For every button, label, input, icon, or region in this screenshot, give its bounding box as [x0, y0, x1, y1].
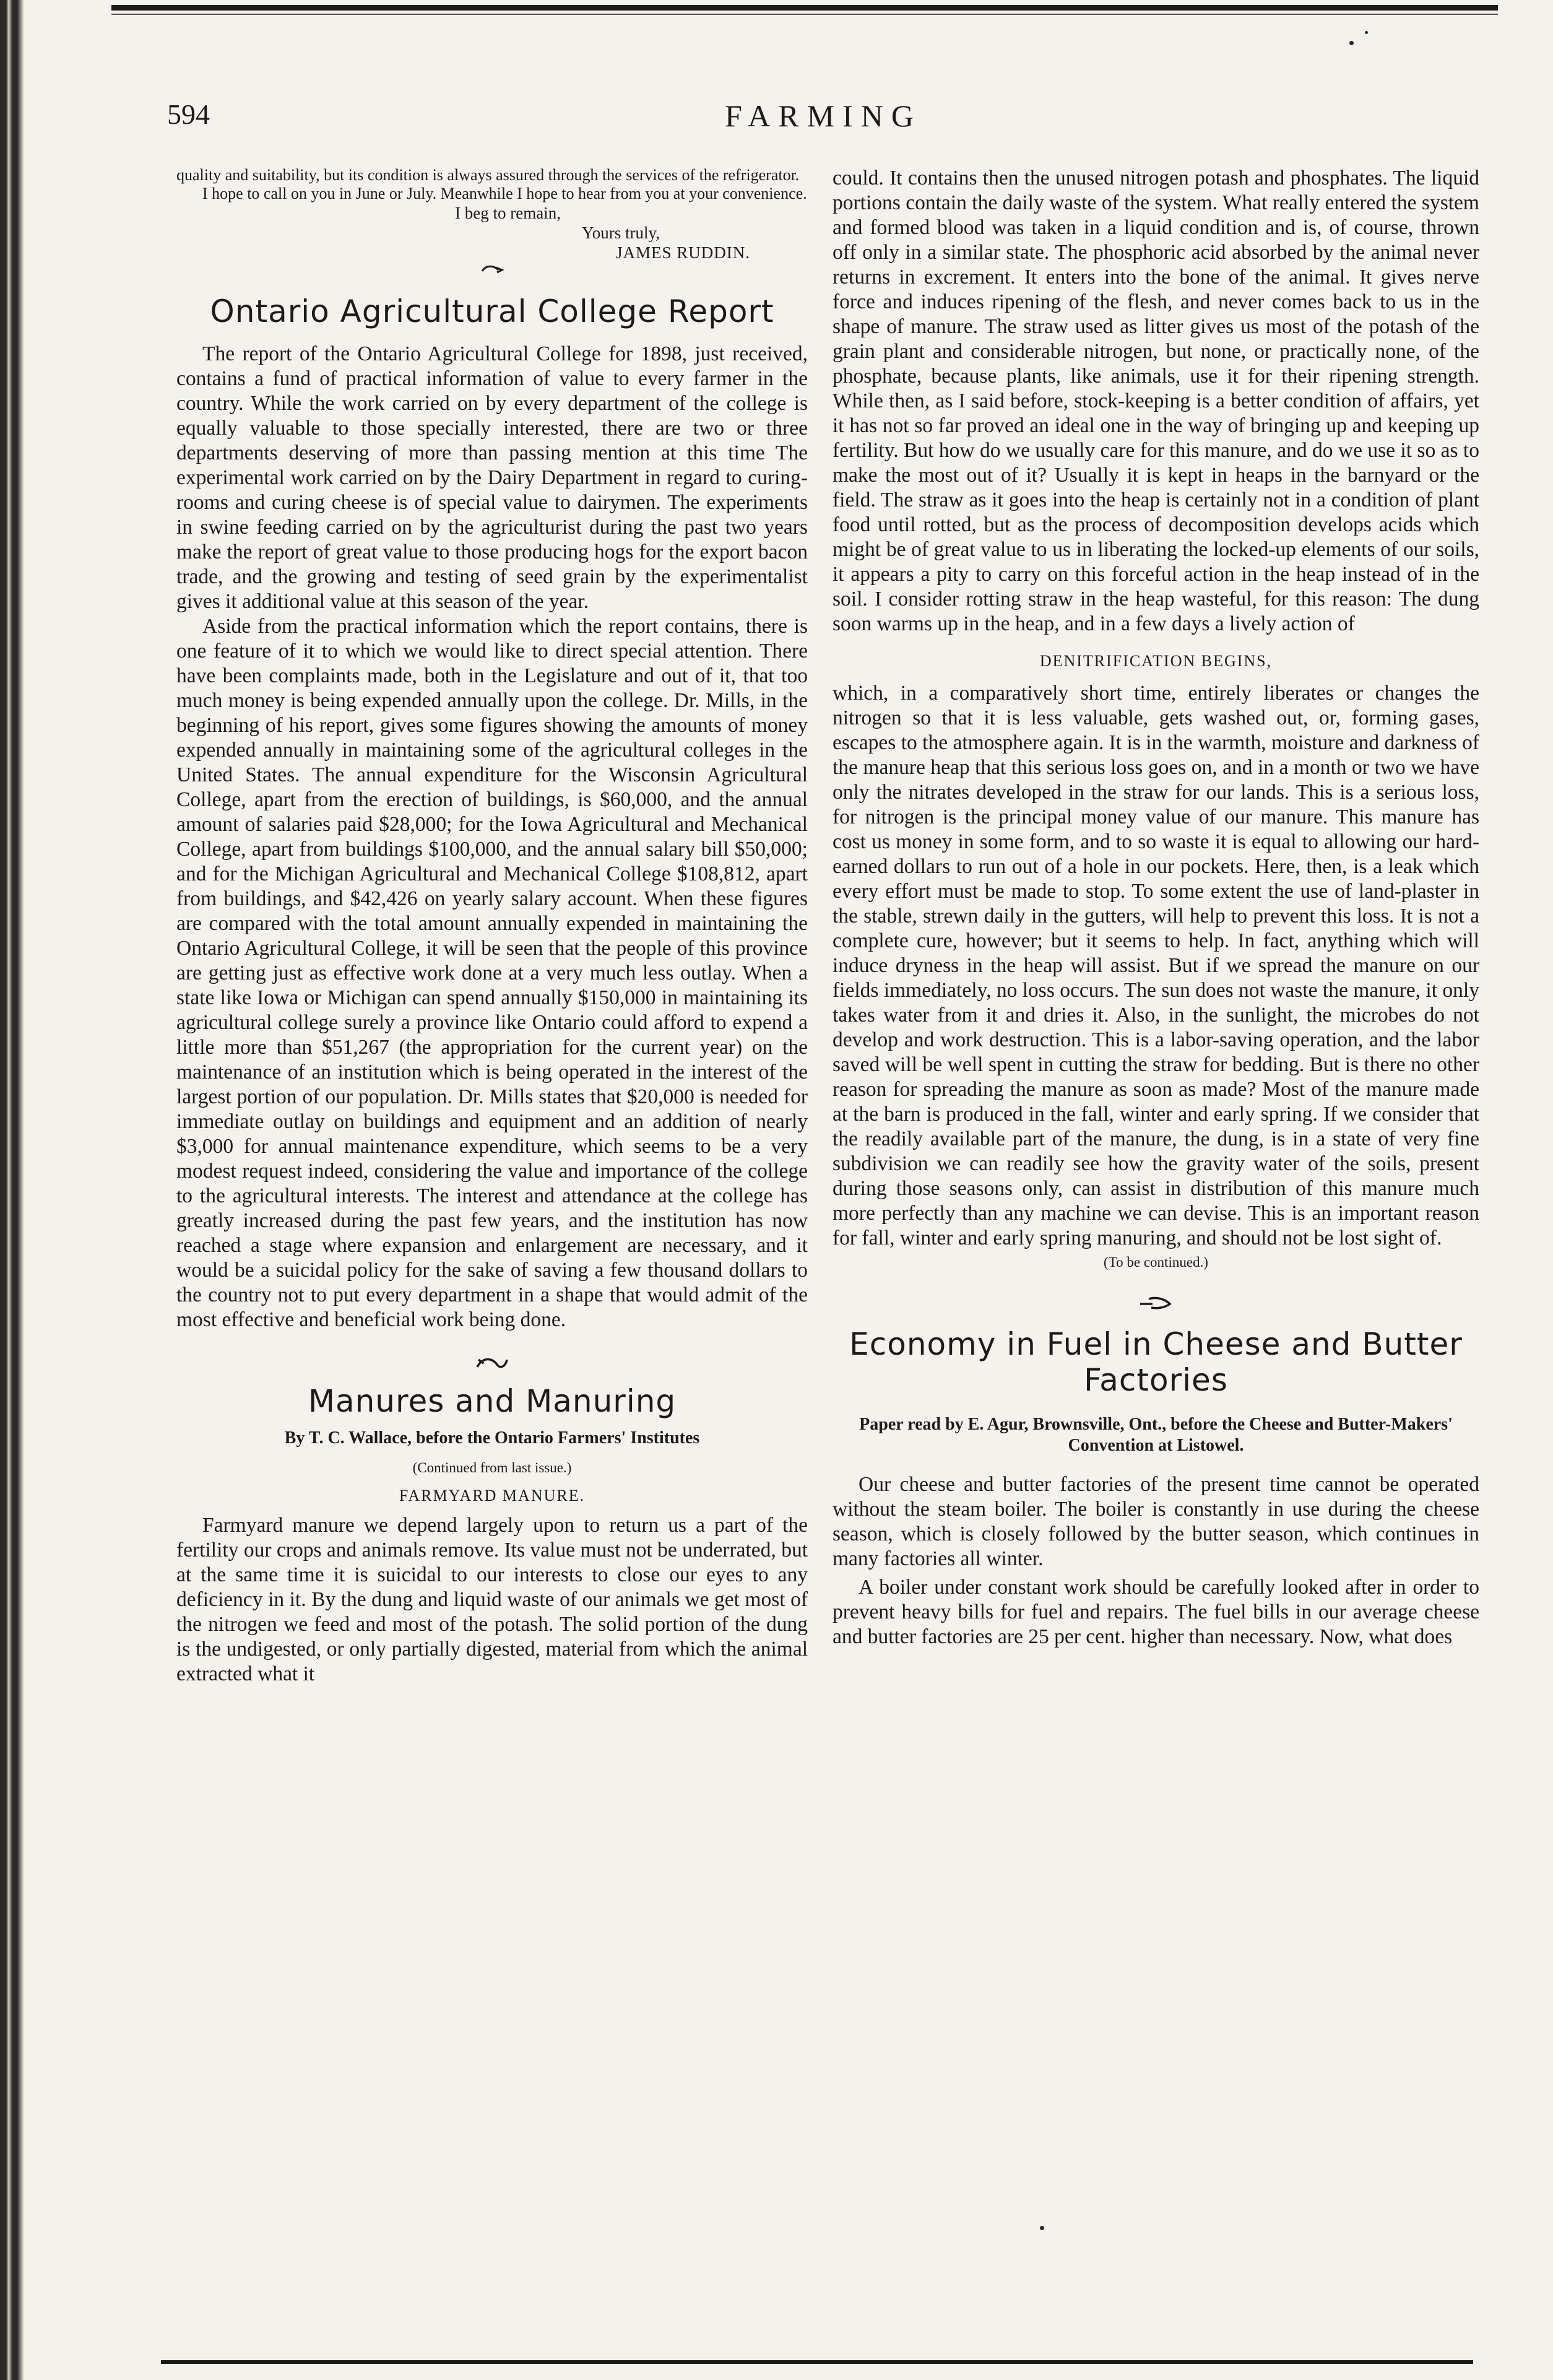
letter-end [176, 166, 808, 263]
page-number: 594 [167, 98, 210, 130]
speck [1349, 41, 1354, 45]
article-byline: By T. C. Wallace, before the Ontario Farmers' Institutes [284, 1428, 700, 1448]
bottom-rule [161, 2360, 1473, 2364]
ornament-flourish-icon [176, 1353, 808, 1378]
speck [1040, 2226, 1044, 2230]
binding-edge-icon [0, 0, 24, 2380]
paragraph: A boiler under constant work should be carefully looked after in order to prevent heavy bills for fuel and repairs. The fuel bills in our average cheese and butter factories are 25 per cent. higher than necessary. Now, what does [833, 1576, 1479, 1648]
continued-note: (Continued from last issue.) [412, 1460, 572, 1475]
article-body [833, 1472, 1479, 1649]
top-rule [111, 5, 1498, 11]
page-header [167, 98, 1479, 141]
section-subhead: DENITRIFICATION BEGINS, [1039, 652, 1273, 670]
ornament-flourish-icon [176, 263, 808, 287]
right-column [833, 166, 1479, 1649]
letter-signoff [176, 203, 808, 263]
closing-line: I beg to remain, [455, 204, 561, 222]
letter-paragraph: I hope to call on you in June or July. Meanwhile I hope to hear from you at your convenience. [202, 185, 807, 202]
top-rule-thin [111, 14, 1498, 15]
paragraph: could. It contains then the unused nitrogen potash and phosphates. The liquid portions contain the daily waste of the system. What really entered the system and formed blood was taken in a liquid condition and is, of course, thrown off only in a similar state. The phosphoric acid absorbed by the animal never returns in excrement. It enters into the bone of the animal. It gives nerve force and induces ripening of the flesh, and never comes back to us in the shape of manure. The straw used as litter gives us most of the potash of the grain plant and considerable nitrogen, but none, or practically none, of the phosphate, because plants, like animals, use it for their ripening strength. While then, as I said before, stock-keeping is a better condition of affairs, yet it has not so far proved an ideal one in the way of bringing up and keeping up fertility. But how do we usually care for this manure, and do we use it so as to make the most out of it? Usually it is kept in heaps in the barnyard or the field. The straw as it goes into the heap is certainly not in a condition of plant food until rotted, but as the process of decomposition develops acids which might be of great value to us in liberating the locked-up elements of our soils, it appears a pity to carry on this forceful action in the heap instead of in the soil. I consider rotting straw in the heap wasteful, for this reason: The dung soon warms up in the heap, and in a few days a lively action of [833, 167, 1479, 635]
article-body [176, 342, 808, 1332]
left-column [176, 166, 808, 1687]
article-title: Ontario Agricultural College Report [210, 293, 774, 329]
article-title: Economy in Fuel in Cheese and Butter Factories [849, 1326, 1463, 1398]
signature: JAMES RUDDIN. [616, 243, 751, 262]
paragraph: Our cheese and butter factories of the present time cannot be operated without the steam boiler. The boiler is constantly in use during the cheese season, which is closely followed by the butter season, which continues in many factories all winter. [833, 1473, 1479, 1570]
paragraph: which, in a comparatively short time, entirely liberates or changes the nitrogen so that it is less valuable, gets washed out, or, forming gases, escapes to the atmosphere again. It is in the warmth, moisture and darkness of the manure heap that this serious loss goes on, and in a month or two we have only the nitrates developed in the straw for our lands. This is a serious loss, for nitrogen is the principal money value of our manure. This manure has cost us money in some form, and to so waste it is equal to allowing our hard-earned dollars to run out of a hole in our pockets. Here, then, is a leak which every effort must be made to stop. To some extent the use of land-plaster in the stable, strewn daily in the gutters, will help to prevent this loss. It is not a complete cure, however; but it seems to help. In fact, anything which will induce dryness in the heap will assist. But if we spread the manure on our fields immediately, no loss occurs. The sun does not waste the manure, it only takes water from it and dries it. Also, in the sunlight, the microbes do not develop and work destruction. This is a labor-saving operation, and the labor saved will be well spent in cutting the straw for bedding. But is there no other reason for spreading the manure as soon as made? Most of the manure made at the barn is produced in the fall, winter and early spring. If we consider that the readily available part of the manure, the dung, is in a state of very fine subdivision we can readily see how the gravity water of the soils, present during those seasons only, can assist in distribution of this manure much more perfectly than any machine we can devise. This is an important reason for fall, winter and early spring manuring, and should not be lost sight of. [833, 682, 1479, 1249]
article-byline: Paper read by E. Agur, Brownsville, Ont., before the Cheese and Butter-Makers' Convention at Listowel. [859, 1415, 1453, 1455]
letter-paragraph: quality and suitability, but its condition is always assured through the services of the refrigerator. [176, 166, 800, 184]
paragraph: Aside from the practical information which the report contains, there is one feature of it to which we would like to direct special attention. There have been complaints made, both in the Legislature and out of it, that too much money is being expended annually upon the college. Dr. Mills, in the beginning of his report, gives some figures showing the amounts of money expended annually in maintaining some of the agricultural colleges in the United States. The annual expenditure for the Wisconsin Agricultural College, apart from the erection of buildings, is $60,000, and the annual amount of salaries paid $28,000; for the Iowa Agricultural and Mechanical College, apart from buildings $100,000, and the annual salary bill $50,000; and for the Michigan Agricultural and Mechanical College $108,812, apart from buildings, and $42,426 on yearly salary account. When these figures are compared with the total amount annually expended in maintaining the Ontario Agricultural College, it will be seen that the people of this province are getting just as effective work done at a very much less outlay. When a state like Iowa or Michigan can spend annually $150,000 in maintaining its agricultural college surely a province like Ontario could afford to expend a little more than $51,267 (the appropriation for the current year) on the maintenance of an institution which is being operated in the interest of the largest portion of our population. Dr. Mills states that $20,000 is needed for immediate outlay on buildings and equipment and an addition of nearly $3,000 for annual maintenance expenditure, which seems to be a very modest request indeed, considering the value and importance of the college to the agricultural interests. The interest and attendance at the college has greatly increased during the past few years, and the institution has now reached a stage where expansion and enlargement are necessary, and it would be a suicidal policy for the sake of saving a few thousand dollars to the country not to put every department in a shape that would admit of the most effective and beneficial work being done. [176, 615, 808, 1331]
to-be-continued: (To be continued.) [1104, 1254, 1208, 1270]
ornament-hand-icon [833, 1293, 1479, 1318]
running-head: FARMING [725, 98, 922, 133]
speck [1365, 31, 1368, 34]
closing-line: Yours truly, [582, 224, 660, 242]
article-title: Manures and Manuring [308, 1383, 677, 1419]
paragraph: Farmyard manure we depend largely upon to return us a part of the fertility our crops and animals remove. Its value must not be underrated, but at the same time it is suicidal to our interests to close our eyes to any deficiency in it. By the dung and liquid waste of our animals we get most of the nitrogen we feed and most of the potash. The solid portion of the dung is the undigested, or only partially digested, material from which the animal extracted what it [176, 1514, 808, 1685]
paragraph: The report of the Ontario Agricultural College for 1898, just received, contains a fund of practical information of value to every farmer in the country. While the work carried on by every department of the college is equally valuable to those specially interested, there are two or three departments deserving of more than passing mention at this time The experimental work carried on by the Dairy Department in regard to curing-rooms and curing cheese is of special value to dairymen. The experiments in swine feeding carried on by the agriculturist during the past two years make the report of great value to those producing hogs for the export bacon trade, and the growing and testing of seed grain by the experimentalist gives it additional value at this season of the year. [176, 342, 808, 613]
section-subhead: FARMYARD MANURE. [399, 1487, 586, 1505]
